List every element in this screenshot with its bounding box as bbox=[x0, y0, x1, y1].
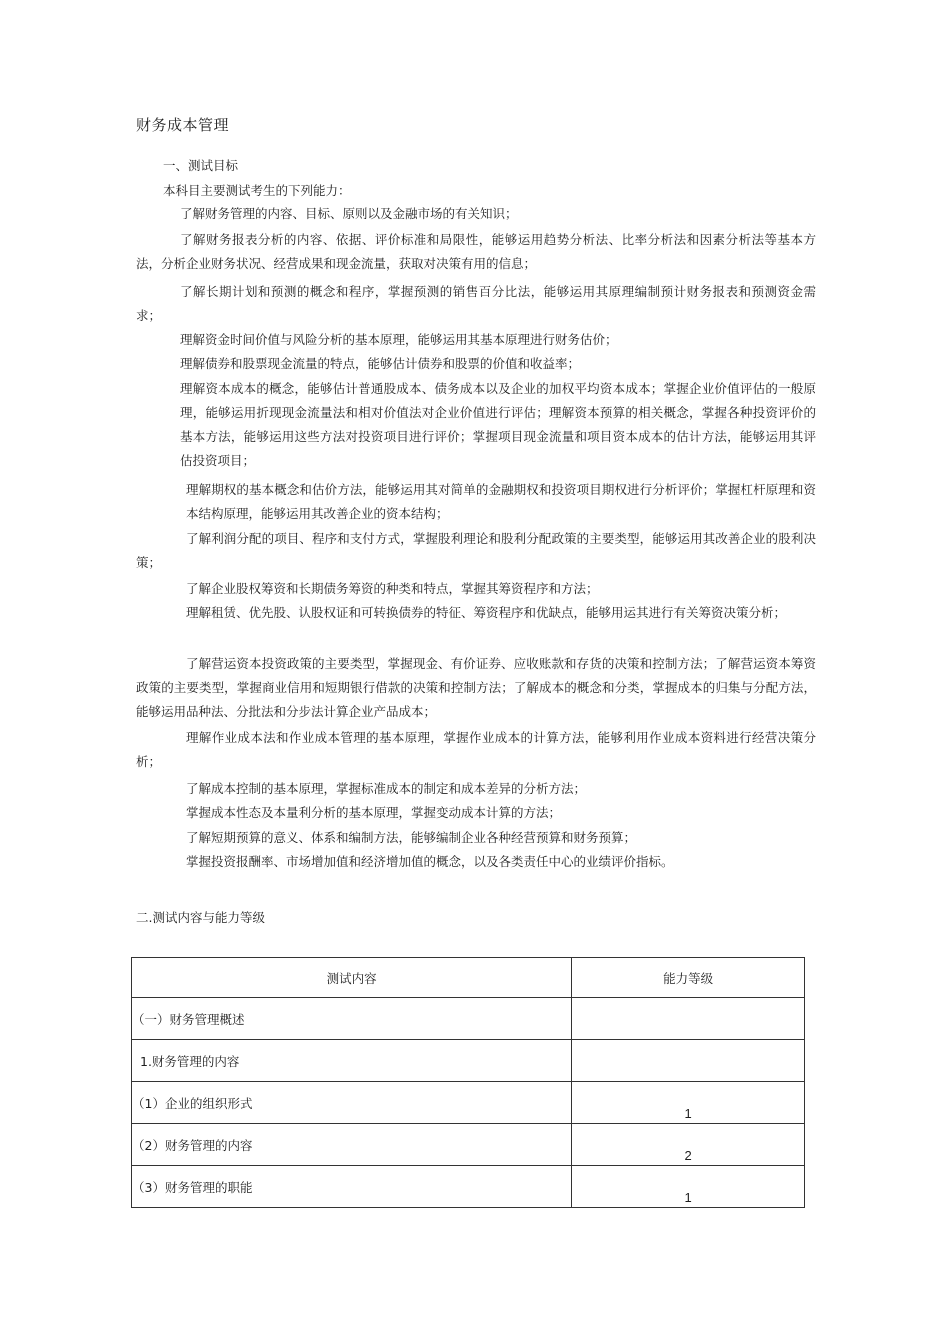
table-header-row bbox=[132, 958, 805, 998]
row-content: 1.财务管理的内容 bbox=[132, 1040, 572, 1082]
table-row bbox=[132, 1082, 805, 1124]
objective-paragraph: 了解利润分配的项目、程序和支付方式，掌握股利理论和股利分配政策的主要类型，能够运用其改善企业的股利决策； bbox=[136, 531, 816, 570]
content-level-table bbox=[131, 957, 805, 1208]
header-level: 能力等级 bbox=[572, 958, 805, 998]
row-level: 1 bbox=[572, 1166, 805, 1208]
table-row bbox=[132, 1166, 805, 1208]
row-content: （1）企业的组织形式 bbox=[132, 1082, 572, 1124]
section-2-heading: 二.测试内容与能力等级 bbox=[136, 910, 265, 925]
section-1-heading: 一、测试目标 bbox=[163, 158, 239, 173]
table-row bbox=[132, 1040, 805, 1082]
table-row bbox=[132, 998, 805, 1040]
objective-paragraph: 了解成本控制的基本原理，掌握标准成本的制定和成本差异的分析方法； bbox=[186, 781, 587, 796]
objective-paragraph: 掌握成本性态及本量利分析的基本原理，掌握变动成本计算的方法； bbox=[186, 805, 562, 820]
row-level bbox=[572, 1040, 805, 1082]
row-level: 2 bbox=[572, 1124, 805, 1166]
objective-paragraph: 理解资本成本的概念，能够估计普通股成本、债务成本以及企业的加权平均资本成本；掌握企业价值评估的一般原理，能够运用折现现金流量法和相对价值法对企业价值进行评估；理解资本预算的相关概念，掌握各种投资评价的基本方法，能够运用这些方法对投资项目进行评价；掌握项目现金流量和项目资本成本的估计方法，能够运用其评估投资项目； bbox=[180, 381, 816, 468]
objective-paragraph: 了解财务报表分析的内容、依据、评价标准和局限性，能够运用趋势分析法、比率分析法和因素分析法等基本方法，分析企业财务状况、经营成果和现金流量，获取对决策有用的信息； bbox=[136, 232, 816, 271]
row-level: 1 bbox=[572, 1082, 805, 1124]
objective-paragraph: 理解作业成本法和作业成本管理的基本原理，掌握作业成本的计算方法，能够利用作业成本资料进行经营决策分析； bbox=[136, 730, 816, 769]
objective-paragraph: 了解短期预算的意义、体系和编制方法，能够编制企业各种经营预算和财务预算； bbox=[186, 830, 637, 845]
section-1-intro: 本科目主要测试考生的下列能力： bbox=[163, 183, 351, 198]
row-content: （一）财务管理概述 bbox=[132, 998, 572, 1040]
document-title: 财务成本管理 bbox=[136, 116, 230, 134]
objective-paragraph: 掌握投资报酬率、市场增加值和经济增加值的概念，以及各类责任中心的业绩评价指标。 bbox=[186, 854, 674, 869]
table-row bbox=[132, 1124, 805, 1166]
objective-paragraph: 了解长期计划和预测的概念和程序，掌握预测的销售百分比法，能够运用其原理编制预计财务报表和预测资金需求； bbox=[136, 284, 816, 323]
row-content: （2）财务管理的内容 bbox=[132, 1124, 572, 1166]
row-content: （3）财务管理的职能 bbox=[132, 1166, 572, 1208]
objective-paragraph: 了解营运资本投资政策的主要类型，掌握现金、有价证券、应收账款和存货的决策和控制方法；了解营运资本筹资政策的主要类型，掌握商业信用和短期银行借款的决策和控制方法；了解成本的概念和分类，掌握成本的归集与分配方法，能够运用品种法、分批法和分步法计算企业产品成本； bbox=[136, 656, 816, 719]
row-level bbox=[572, 998, 805, 1040]
objective-paragraph: 理解资金时间价值与风险分析的基本原理，能够运用其基本原理进行财务估价； bbox=[180, 332, 618, 347]
objective-paragraph: 理解租赁、优先股、认股权证和可转换债券的特征、筹资程序和优缺点，能够用运其进行有关筹资决策分析； bbox=[186, 605, 787, 620]
objective-paragraph: 理解期权的基本概念和估价方法，能够运用其对简单的金融期权和投资项目期权进行分析评价；掌握杠杆原理和资本结构原理，能够运用其改善企业的资本结构； bbox=[186, 482, 816, 521]
header-content: 测试内容 bbox=[132, 958, 572, 998]
objective-paragraph: 理解债券和股票现金流量的特点，能够估计债券和股票的价值和收益率； bbox=[180, 356, 581, 371]
objective-paragraph: 了解财务管理的内容、目标、原则以及金融市场的有关知识； bbox=[180, 206, 518, 221]
objective-paragraph: 了解企业股权筹资和长期债务筹资的种类和特点，掌握其筹资程序和方法； bbox=[186, 581, 599, 596]
